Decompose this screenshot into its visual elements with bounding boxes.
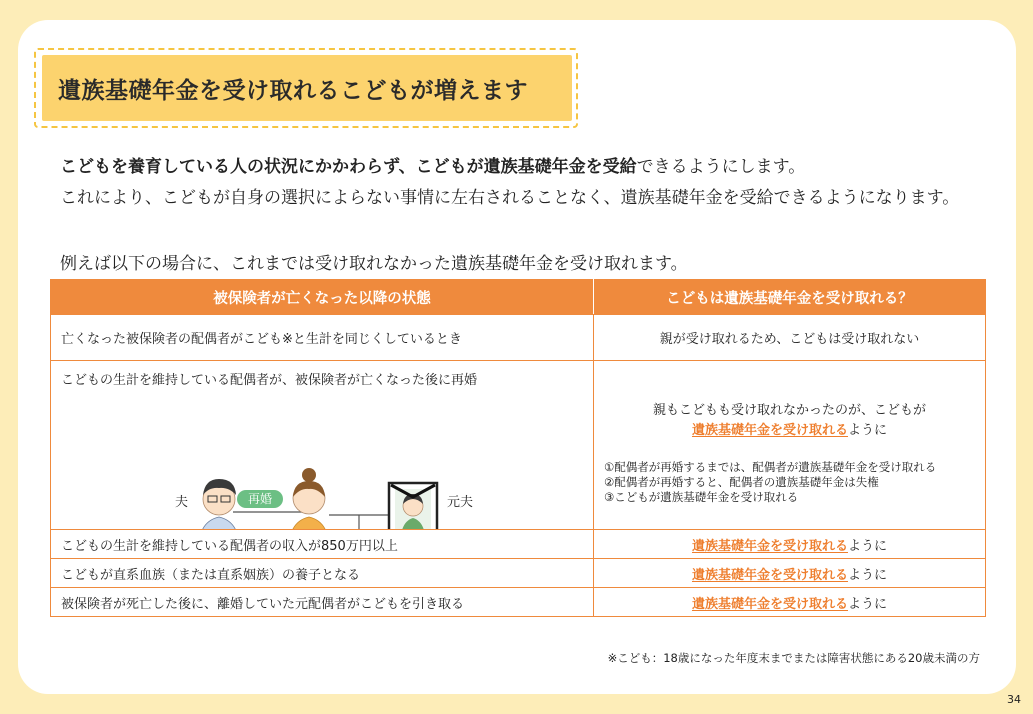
lead-line-3: 例えば以下の場合に、これまでは受け取れなかった遺族基礎年金を受け取れます。: [60, 254, 688, 274]
row3-suffix: ように: [848, 538, 888, 554]
row3-left: こどもの生計を維持している配偶者の収入が850万円以上: [51, 530, 594, 559]
row2-suffix: ように: [848, 423, 888, 438]
lead-line-1: [60, 152, 805, 177]
husband-label: 夫: [175, 495, 189, 510]
lead-line-2: これにより、こどもが自身の選択によらない事情に左右されることなく、遺族基礎年金を受給できるようになります。: [60, 188, 960, 208]
row2-right-line2: [594, 421, 985, 441]
table-row: [51, 559, 986, 588]
ex-husband-portrait-icon: [389, 483, 437, 529]
row5-right: [594, 588, 986, 617]
table-row: [51, 361, 986, 530]
header-eligibility: こどもは遺族基礎年金を受け取れる？: [594, 280, 986, 315]
page-number: 34: [1007, 693, 1021, 706]
wife-icon: [289, 468, 329, 529]
family-diagram: [51, 361, 591, 529]
remarriage-badge: [237, 490, 283, 508]
row2-notes: [604, 460, 936, 505]
row3-right: [594, 530, 986, 559]
page-title: 遺族基礎年金を受け取れるこどもが増えます: [58, 77, 528, 104]
row5-suffix: ように: [848, 596, 888, 612]
row2-caption: こどもの生計を維持している配偶者が、被保険者が亡くなった後に再婚: [61, 373, 478, 388]
ex-husband-label: 元夫: [447, 495, 474, 510]
table-row: [51, 530, 986, 559]
row2-right-main: [594, 401, 985, 441]
note-3: ③こどもが遺族基礎年金を受け取れる: [604, 490, 799, 504]
row5-left: 被保険者が死亡した後に、離婚していた元配偶者がこどもを引き取る: [51, 588, 594, 617]
row2-right-line1: 親もこどもも受け取れなかったのが、こどもが: [652, 403, 926, 418]
row4-left: こどもが直系血族（または直系姻族）の養子となる: [51, 559, 594, 588]
husband-icon: [199, 479, 239, 529]
table-row: [51, 588, 986, 617]
note-1: ①配偶者が再婚するまでは、配偶者が遺族基礎年金を受け取れる: [604, 460, 937, 474]
row2-emph: 遺族基礎年金を受け取れる: [691, 423, 848, 438]
row4-right: [594, 559, 986, 588]
table-header-row: [51, 280, 986, 315]
row2-right: [594, 361, 986, 530]
note-2: ②配偶者が再婚すると、配偶者の遺族基礎年金は失権: [604, 475, 879, 489]
footnote: ※こども：18歳になった年度末までまたは障害状態にある20歳未満の方: [607, 651, 980, 665]
row3-emph: 遺族基礎年金を受け取れる: [691, 538, 848, 554]
remarriage-label: 再婚: [247, 492, 273, 506]
row4-emph: 遺族基礎年金を受け取れる: [691, 567, 848, 583]
row2-left: [51, 361, 594, 530]
table-row: [51, 315, 986, 361]
row1-left: 亡くなった被保険者の配偶者がこども※と生計を同じくしているとき: [51, 315, 594, 361]
lead-bold: こどもを養育している人の状況にかかわらず、こどもが遺族基礎年金を受給: [60, 157, 637, 177]
title-banner: [42, 55, 572, 121]
lead-rest: できるようにします。: [636, 157, 806, 177]
row5-emph: 遺族基礎年金を受け取れる: [691, 596, 848, 612]
row4-suffix: ように: [848, 567, 888, 583]
row1-right: 親が受け取れるため、こどもは受け取れない: [594, 315, 986, 361]
header-status: 被保険者が亡くなった以降の状態: [51, 280, 594, 315]
cases-table: [50, 279, 986, 617]
